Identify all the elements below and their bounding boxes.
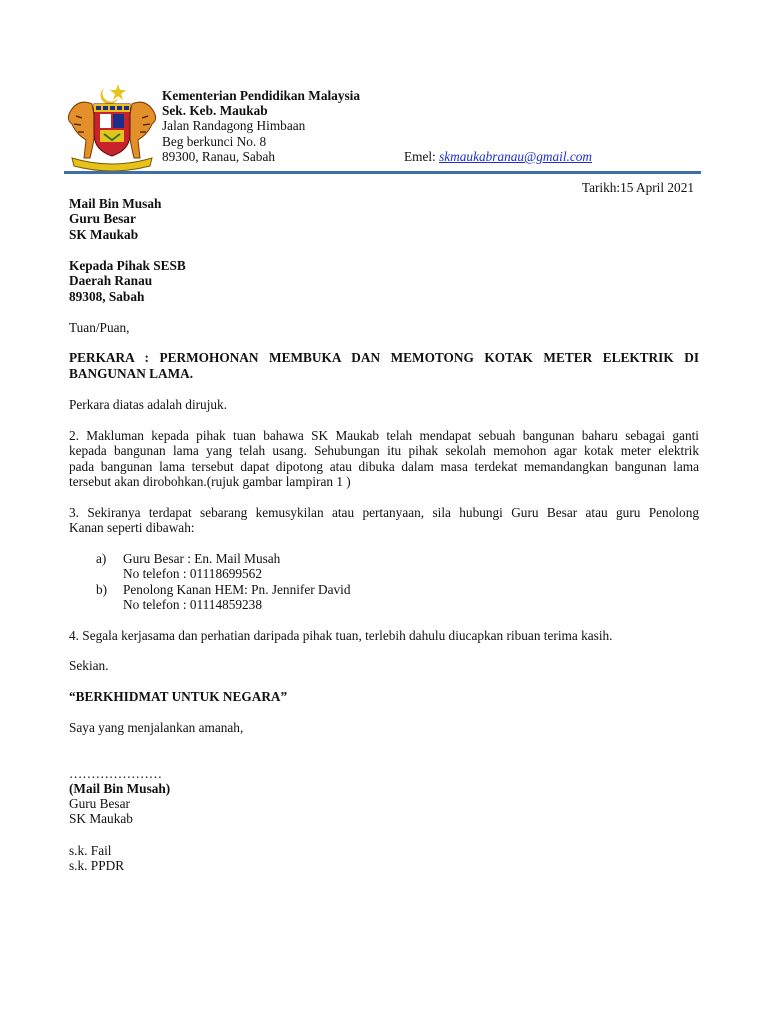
email-link[interactable]: skmaukabranau@gmail.com [439, 149, 593, 164]
contact-a-name: Guru Besar : En. Mail Musah [123, 551, 281, 566]
subject-line-1: PERKARA : PERMOHONAN MEMBUKA DAN MEMOTONG KOTAK METER ELEKTRIK DI [69, 350, 699, 365]
paragraph-1: Perkara diatas adalah dirujuk. [69, 397, 228, 412]
cc-line-1: s.k. Fail [69, 843, 112, 858]
contact-b-phone: No telefon : 01114859238 [123, 597, 262, 612]
address-line-3: 89300, Ranau, Sabah [162, 149, 276, 164]
sender-school: SK Maukab [69, 227, 139, 242]
cc-line-2: s.k. PPDR [69, 858, 125, 873]
address-line-1: Jalan Randagong Himbaan [162, 118, 306, 133]
paragraph-3-line-2: Kanan seperti dibawah: [69, 520, 195, 535]
email-label: Emel: [404, 149, 436, 164]
subject-line-2: BANGUNAN LAMA. [69, 366, 194, 381]
sender-title: Guru Besar [69, 211, 136, 226]
ministry-name: Kementerian Pendidikan Malaysia [162, 88, 360, 103]
email-row [404, 149, 592, 165]
paragraph-2-line-2: kepada bangunan lama yang telah usang. Sehubungan itu pihak sekolah memohon agar kotak meter elektrik [69, 443, 699, 458]
contact-a-phone: No telefon : 01118699562 [123, 566, 262, 581]
recipient-line-1: Kepada Pihak SESB [69, 258, 186, 273]
signature-school: SK Maukab [69, 811, 133, 826]
contact-b-marker: b) [96, 582, 108, 597]
contact-b-name: Penolong Kanan HEM: Pn. Jennifer David [123, 582, 351, 597]
paragraph-2-line-1: 2. Makluman kepada pihak tuan bahawa SK Maukab telah mendapat sebuah bangunan baharu sebagai ganti [69, 428, 699, 443]
school-name: Sek. Keb. Maukab [162, 103, 268, 118]
malaysia-coat-of-arms-logo [64, 82, 160, 172]
signature-name: (Mail Bin Musah) [69, 781, 171, 796]
signature-dots: ………………… [69, 766, 163, 781]
paragraph-4: 4. Segala kerjasama dan perhatian daripada pihak tuan, terlebih dahulu diucapkan ribuan terima kasih. [69, 628, 613, 643]
salutation: Tuan/Puan, [69, 320, 130, 335]
recipient-line-2: Daerah Ranau [69, 273, 153, 288]
closing: Sekian. [69, 658, 109, 673]
contact-a-marker: a) [96, 551, 107, 566]
sender-name: Mail Bin Musah [69, 196, 162, 211]
paragraph-2-line-3: pada bangunan lama tersebut dapat dipotong atau dibuka dalam masa terdekat memandangkan bangunan lama [69, 459, 699, 474]
trust-line: Saya yang menjalankan amanah, [69, 720, 244, 735]
motto: “BERKHIDMAT UNTUK NEGARA” [69, 689, 288, 704]
paragraph-3-line-1: 3. Sekiranya terdapat sebarang kemusykilan atau pertanyaan, sila hubungi Guru Besar atau guru Penolong [69, 505, 699, 520]
letter-date: Tarikh:15 April 2021 [581, 180, 694, 195]
address-line-2: Beg berkunci No. 8 [162, 134, 267, 149]
signature-title: Guru Besar [69, 796, 130, 811]
header-divider [64, 171, 701, 174]
paragraph-2-line-4: tersebut akan dirobohkan.(rujuk gambar lampiran 1 ) [69, 474, 351, 489]
recipient-line-3: 89308, Sabah [69, 289, 145, 304]
